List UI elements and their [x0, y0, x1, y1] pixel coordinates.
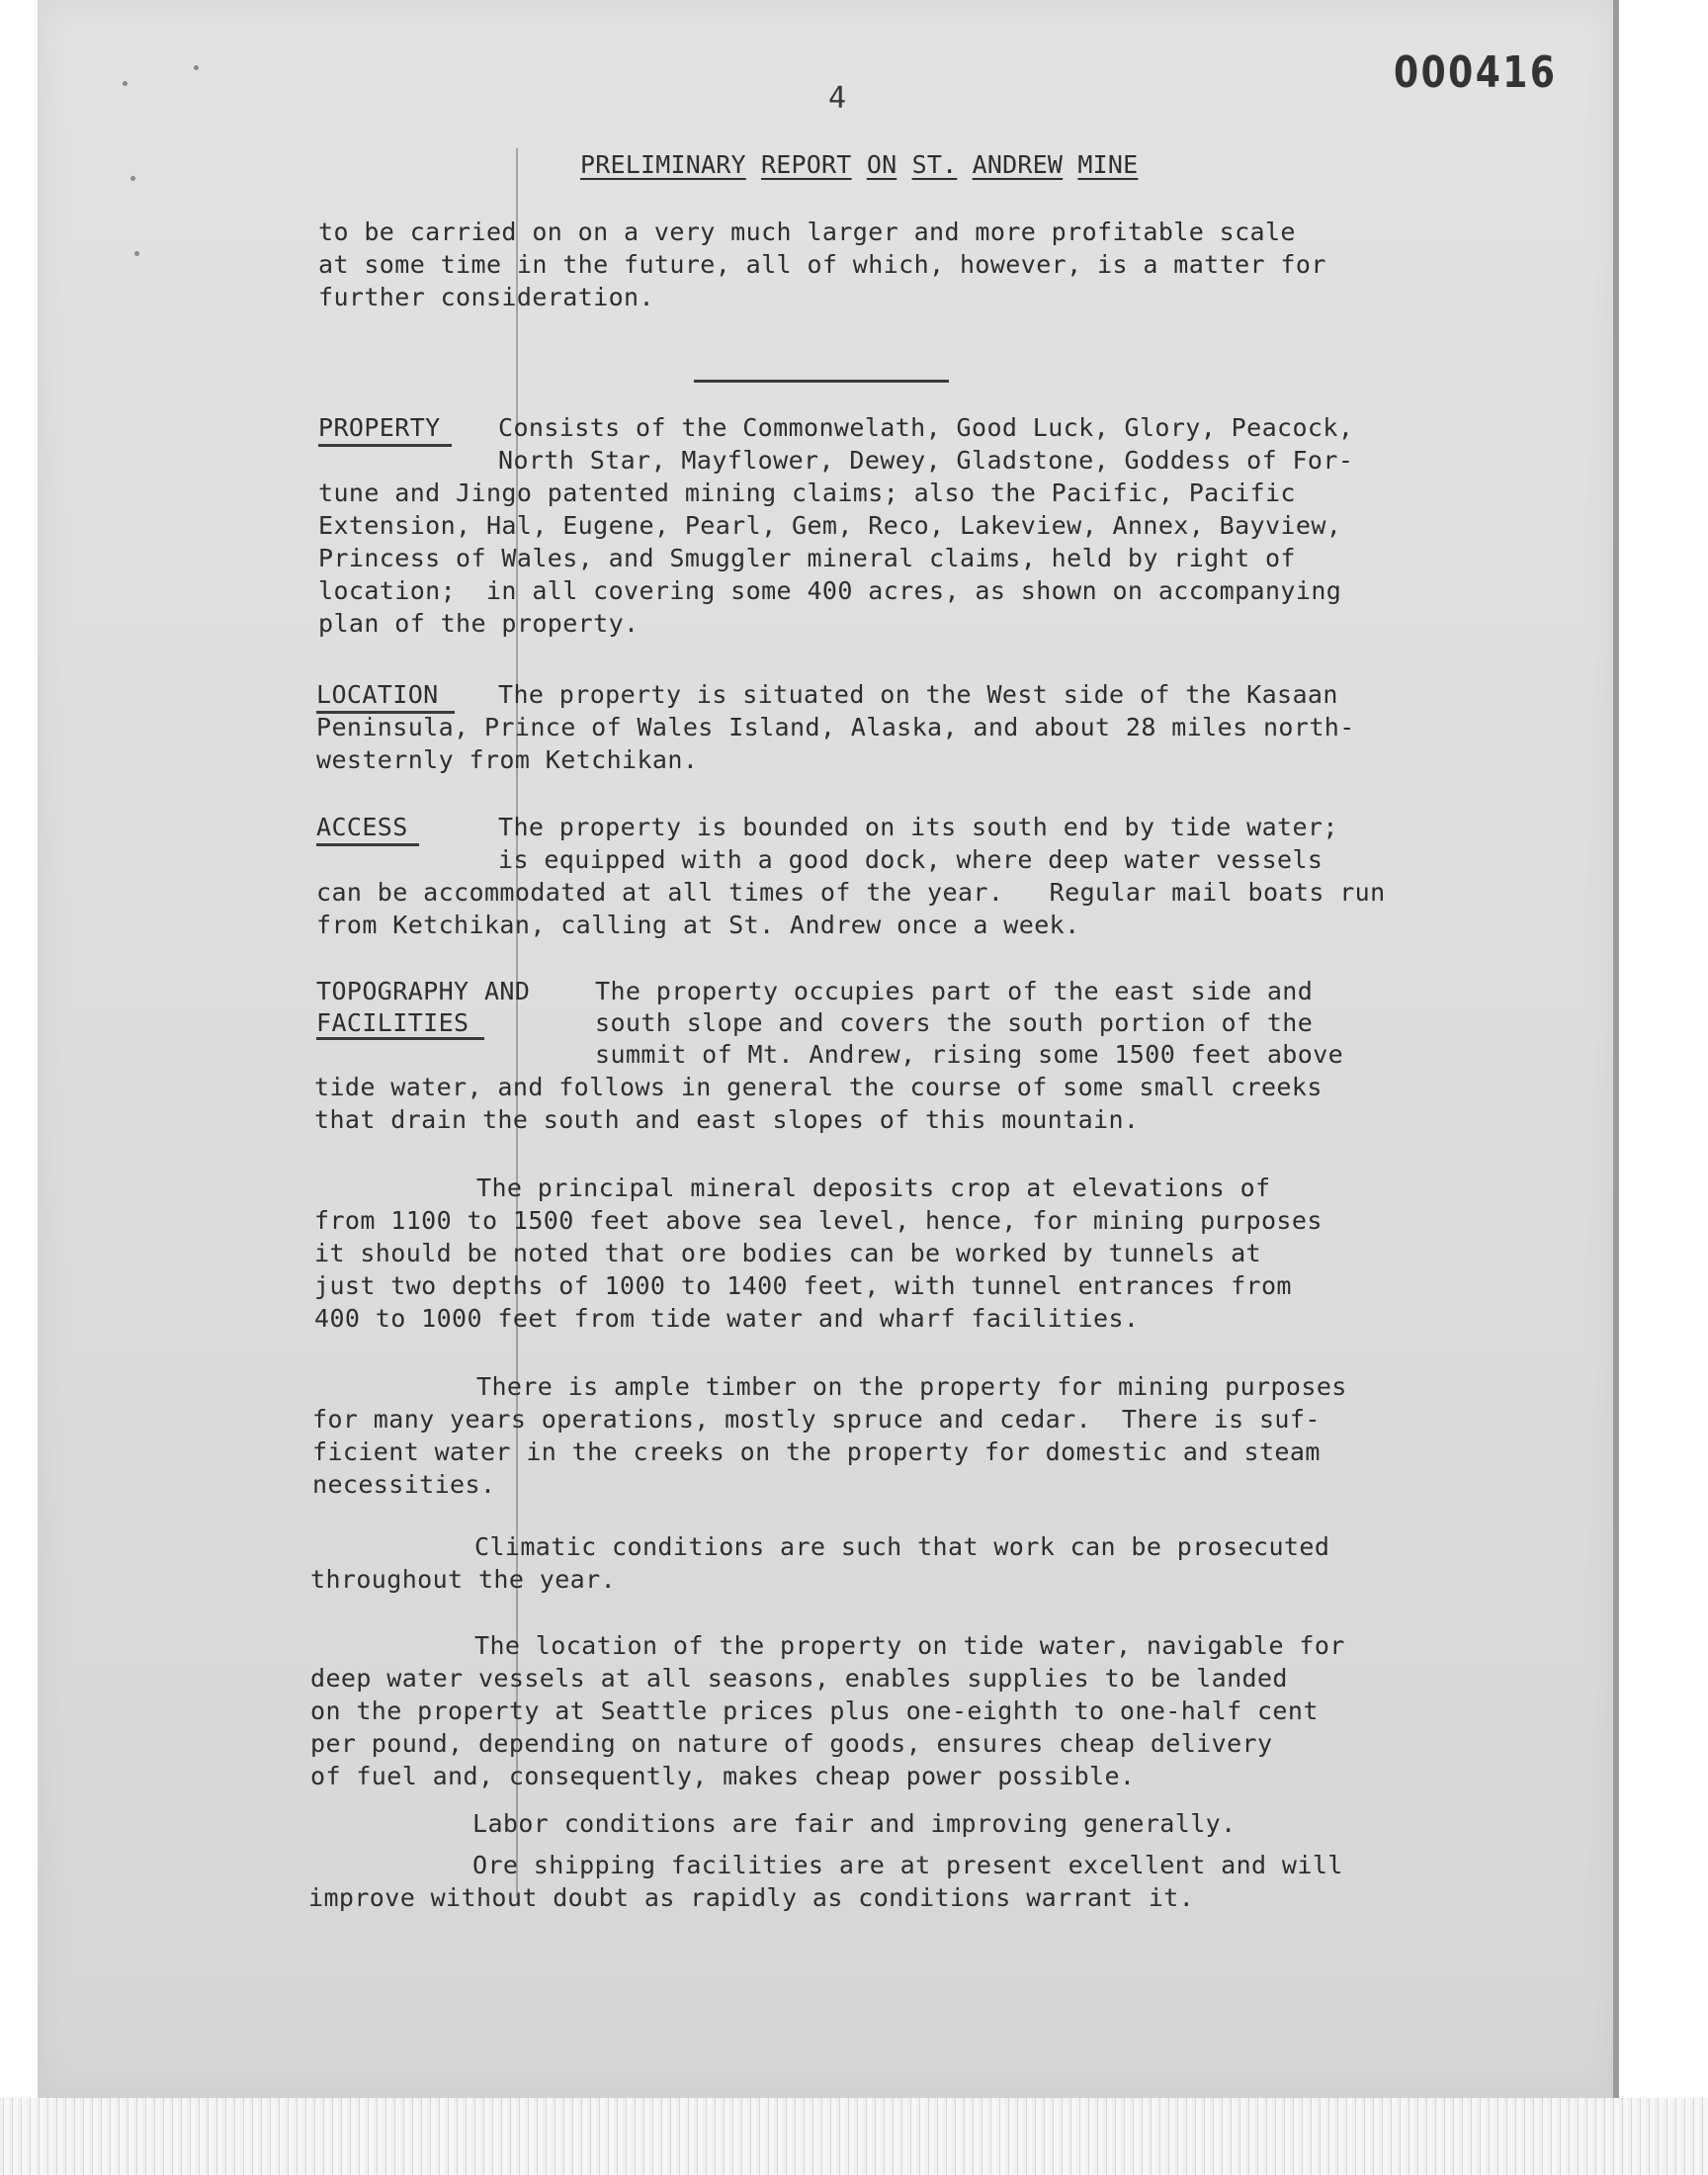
property-line: location; in all covering some 400 acres, as shown on accompanying [318, 576, 1342, 605]
heading-underline [318, 444, 452, 447]
property-line: plan of the property. [318, 609, 640, 638]
page-title [580, 150, 1138, 179]
ore-line: improve without doubt as rapidly as conditions warrant it. [308, 1883, 1195, 1912]
scan-speck [123, 81, 128, 86]
location-line: The property is situated on the West side of the Kasaan [498, 680, 1338, 709]
deposits-line: from 1100 to 1500 feet above sea level, hence, for mining purposes [314, 1206, 1323, 1235]
timber-line: ficient water in the creeks on the property for domestic and steam [312, 1437, 1321, 1466]
title-word: MINE [1077, 150, 1139, 179]
location-line: westernly from Ketchikan. [316, 745, 699, 774]
scanner-bottom-band [0, 2098, 1708, 2175]
access-heading: ACCESS [316, 813, 408, 841]
deposits-line: it should be noted that ore bodies can be worked by tunnels at [314, 1239, 1261, 1267]
property-line: Princess of Wales, and Smuggler mineral claims, held by right of [318, 544, 1296, 572]
tide-line: deep water vessels at all seasons, enables supplies to be landed [310, 1664, 1288, 1693]
access-line: can be accommodated at all times of the year. Regular mail boats run [316, 878, 1386, 907]
facilities-heading: FACILITIES [316, 1008, 470, 1037]
location-heading: LOCATION [316, 680, 439, 709]
deposits-line: just two depths of 1000 to 1400 feet, with tunnel entrances from [314, 1271, 1292, 1300]
intro-line: to be carried on on a very much larger and more profitable scale [318, 218, 1296, 246]
page-edge [1613, 0, 1619, 2098]
labor-line: Labor conditions are fair and improving generally. [472, 1809, 1237, 1838]
topography-line: The property occupies part of the east side and [595, 977, 1314, 1005]
scan-speck [134, 251, 139, 256]
topography-line: that drain the south and east slopes of this mountain. [314, 1105, 1140, 1134]
intro-line: further consideration. [318, 283, 654, 311]
intro-line: at some time in the future, all of which, however, is a matter for [318, 250, 1326, 279]
timber-line: There is ample timber on the property for mining purposes [476, 1372, 1347, 1401]
location-line: Peninsula, Prince of Wales Island, Alaska, and about 28 miles north- [316, 713, 1355, 741]
tide-line: on the property at Seattle prices plus one-eighth to one-half cent [310, 1696, 1319, 1725]
topography-heading: TOPOGRAPHY AND [316, 977, 531, 1005]
property-line: Extension, Hal, Eugene, Pearl, Gem, Reco, Lakeview, Annex, Bayview, [318, 511, 1342, 540]
property-line: tune and Jingo patented mining claims; also the Pacific, Pacific [318, 478, 1296, 507]
timber-line: for many years operations, mostly spruce and cedar. There is suf- [312, 1405, 1321, 1434]
heading-underline [316, 1037, 484, 1040]
climatic-line: Climatic conditions are such that work can be prosecuted [474, 1532, 1330, 1561]
title-word: PRELIMINARY [580, 150, 746, 179]
property-line: Consists of the Commonwelath, Good Luck, Glory, Peacock, [498, 413, 1354, 442]
section-divider [694, 380, 949, 383]
tide-line: The location of the property on tide water, navigable for [474, 1631, 1345, 1660]
page-number: 4 [828, 81, 847, 116]
deposits-line: 400 to 1000 feet from tide water and wharf facilities. [314, 1304, 1140, 1333]
title-word: ANDREW [972, 150, 1064, 179]
tide-line: of fuel and, consequently, makes cheap power possible. [310, 1762, 1136, 1790]
topography-line: summit of Mt. Andrew, rising some 1500 feet above [595, 1040, 1344, 1069]
access-line: from Ketchikan, calling at St. Andrew once a week. [316, 911, 1080, 939]
access-line: is equipped with a good dock, where deep water vessels [498, 845, 1324, 874]
climatic-line: throughout the year. [310, 1565, 617, 1594]
heading-underline [316, 843, 419, 846]
document-number: 000416 [1394, 47, 1558, 98]
topography-line: tide water, and follows in general the course of some small creeks [314, 1073, 1323, 1101]
topography-line: south slope and covers the south portion of the [595, 1008, 1314, 1037]
timber-line: necessities. [312, 1470, 496, 1499]
property-heading: PROPERTY [318, 413, 441, 442]
title-word: REPORT [761, 150, 852, 179]
scan-speck [130, 176, 135, 181]
scan-speck [194, 65, 199, 70]
access-line: The property is bounded on its south end by tide water; [498, 813, 1338, 841]
title-word: ST. [911, 150, 958, 179]
deposits-line: The principal mineral deposits crop at elevations of [476, 1174, 1271, 1202]
property-line: North Star, Mayflower, Dewey, Gladstone, Goddess of For- [498, 446, 1354, 475]
title-word: ON [866, 150, 897, 179]
ore-line: Ore shipping facilities are at present excellent and will [472, 1851, 1343, 1879]
tide-line: per pound, depending on nature of goods, ensures cheap delivery [310, 1729, 1273, 1758]
